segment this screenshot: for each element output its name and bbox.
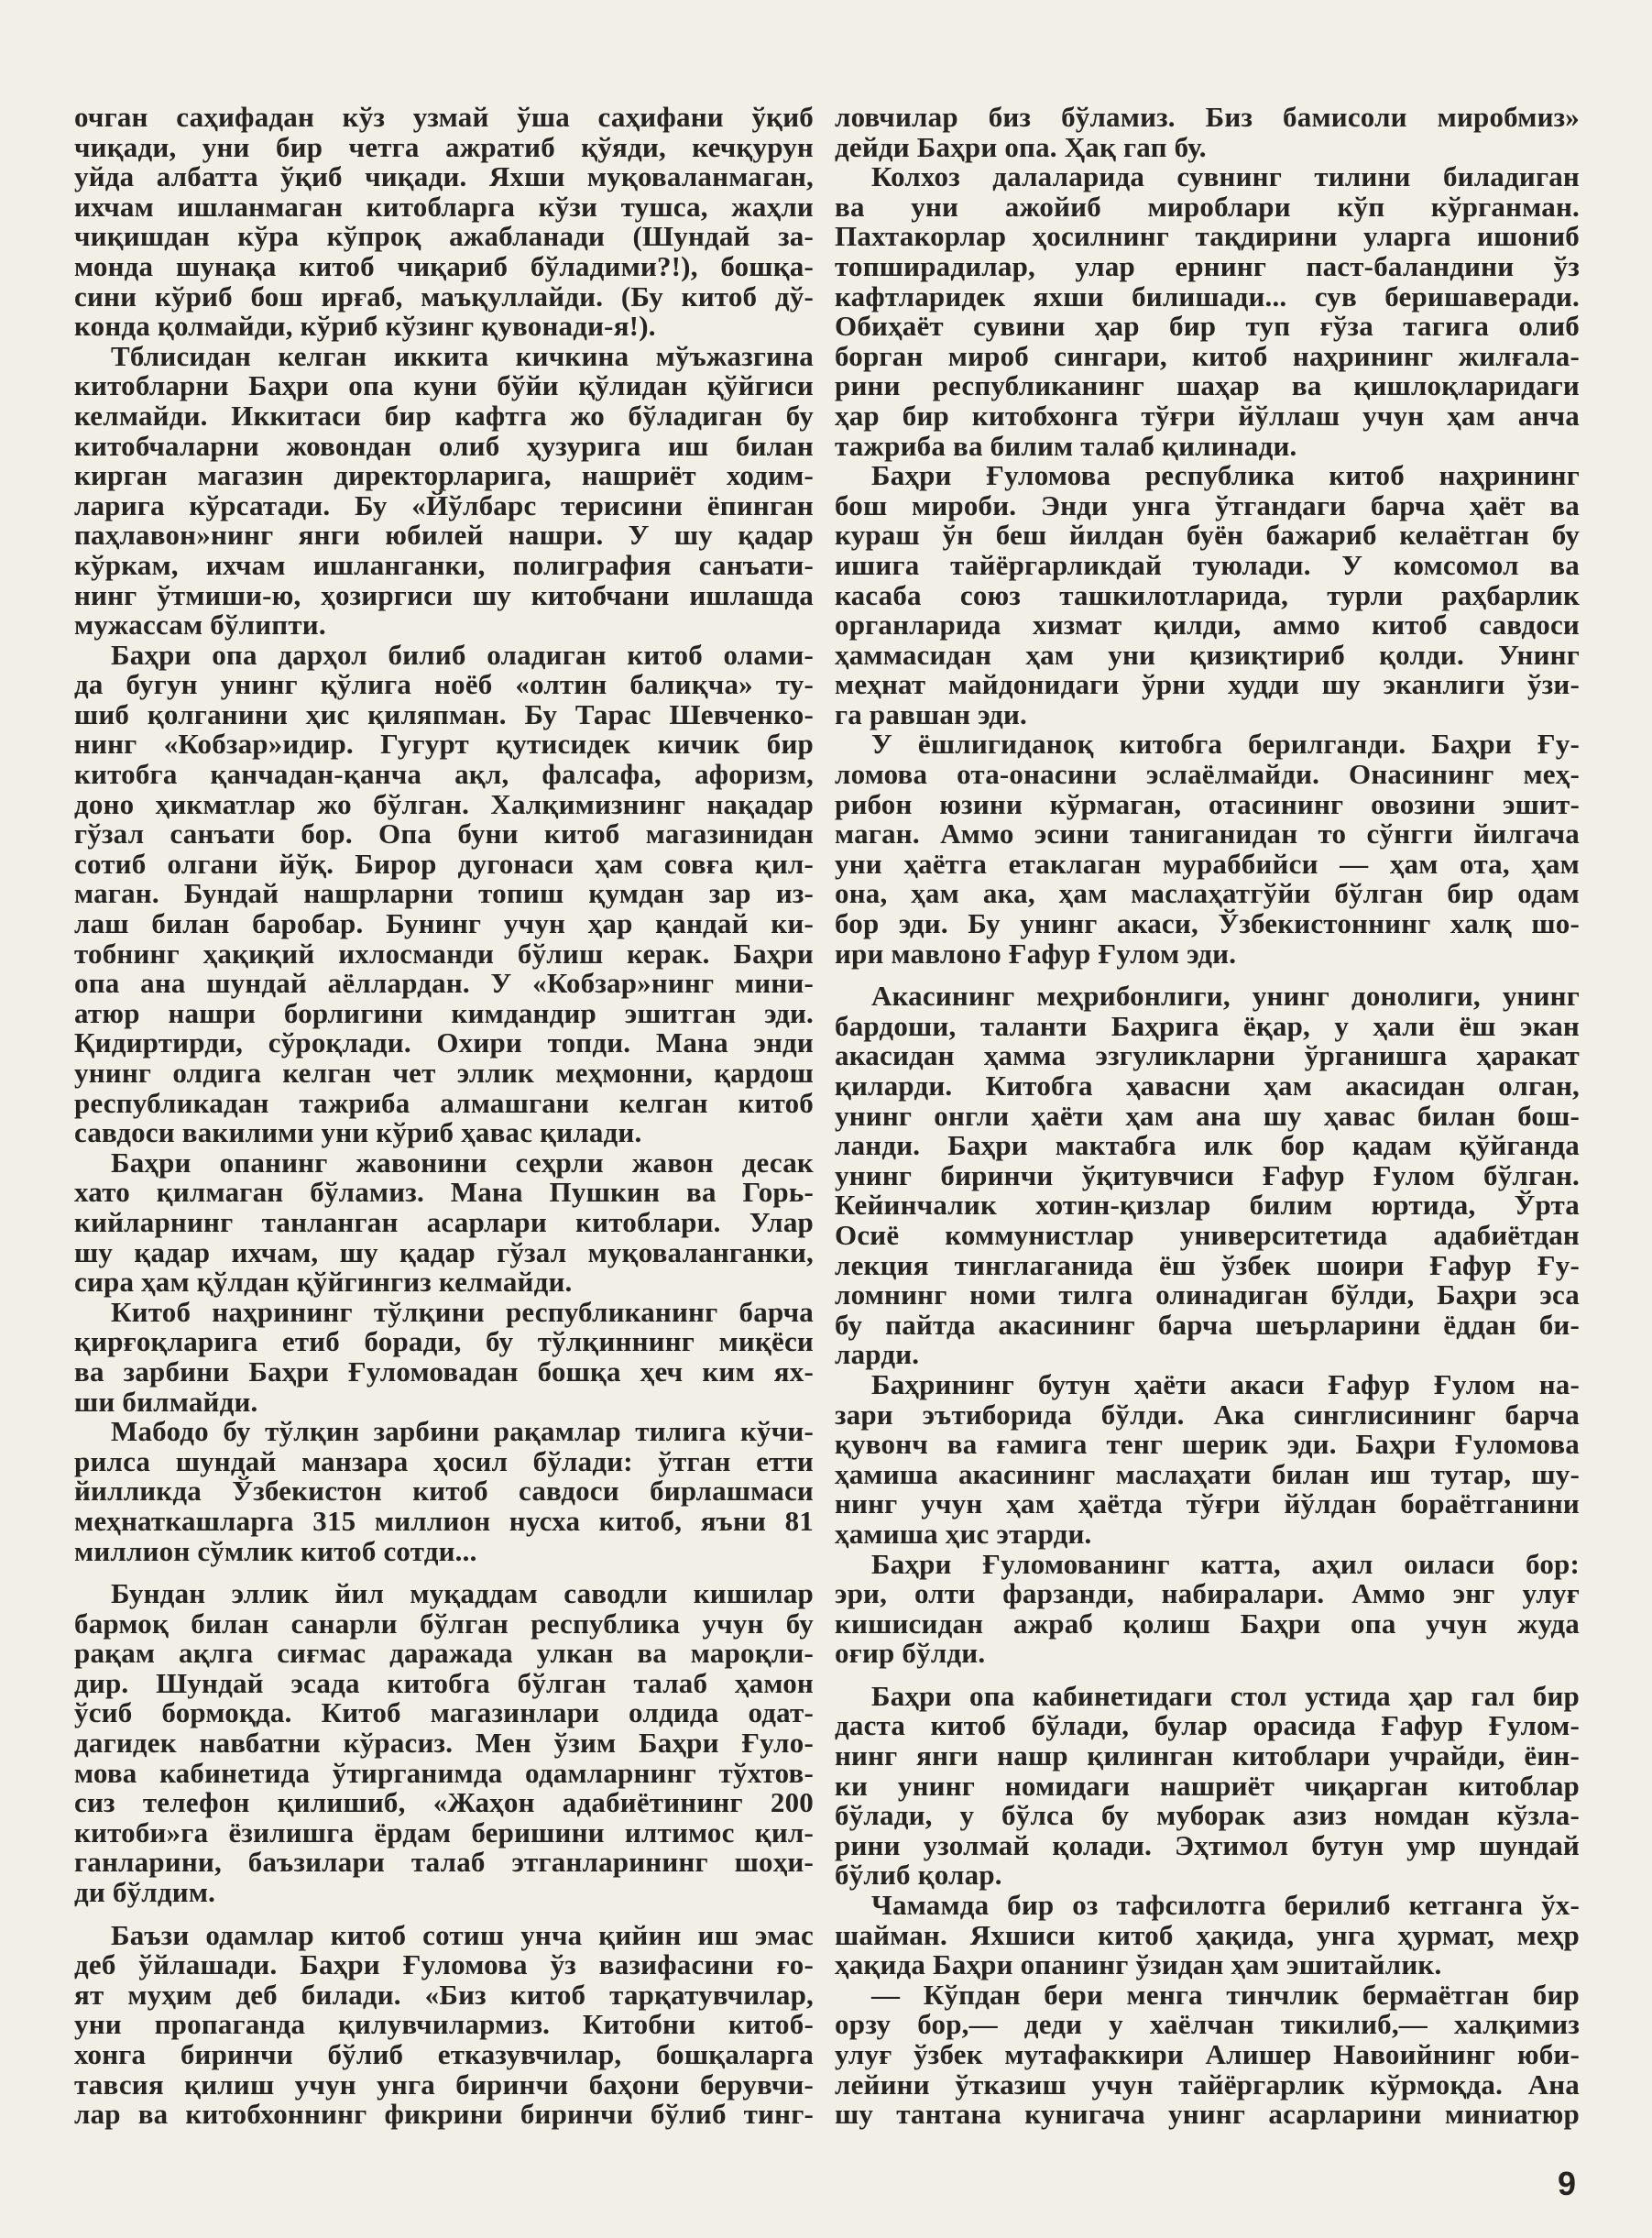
text-line: нинг ўтмиши-ю, ҳозиргиси шу китобчани ишлашда: [74, 578, 814, 611]
text-line: Баҳри опанинг жавонини сеҳрли жавон десак: [111, 1146, 814, 1179]
text-line: Акасининг меҳрибонлиги, унинг донолиги, унинг: [871, 980, 1580, 1013]
text-line: Тблисидан келган иккита кичкина мўъжазгина: [111, 339, 814, 372]
text-line: тажриба ва билим талаб қилинади.: [835, 429, 1297, 462]
text-line: даста китоб бўлади, булар орасида Ғафур Ғулом-: [835, 1709, 1580, 1742]
text-line: уни ҳаётга етаклаган мураббийси — ҳам ота, ҳам: [835, 847, 1580, 880]
text-line: ҳақида Баҳри опанинг ўзидан ҳам эшитайлик.: [835, 1948, 1442, 1981]
text-line: У ёшлигиданоқ китобга берилганди. Баҳри Ғу-: [871, 728, 1580, 761]
text-line: чиқади, уни бир четга ажратиб қўяди, кечқурун: [74, 130, 814, 163]
text-line: — Кўпдан бери менга тинчлик бермаётган бир: [871, 1978, 1580, 2011]
text-line: ловчилар биз бўламиз. Биз бамисоли миробмиз»: [835, 101, 1580, 133]
text-line: улуғ ўзбек мутафаккири Алишер Навоийнинг юби-: [835, 2038, 1580, 2070]
text-line: кўркам, ихчам ишланганки, полиграфия санъати-: [74, 548, 814, 581]
paragraph: [74, 1417, 814, 1566]
paragraph: [835, 162, 1580, 461]
paragraph: [835, 103, 1580, 162]
text-line: га равшан эди.: [835, 697, 1027, 730]
text-line: унинг олдига келган чет эллик меҳмонни, қардош: [74, 1057, 814, 1089]
text-line: Колхоз далаларида сувнинг тилини биладиган: [871, 160, 1580, 193]
text-line: сира ҳам қўлдан қўйгингиз келмайди.: [74, 1266, 573, 1299]
text-line: қиларди. Китобга ҳавасни ҳам акасидан олган,: [835, 1070, 1580, 1102]
text-line: борган мироб сингари, китоб наҳрининг жилғала-: [835, 339, 1580, 372]
text-line: акасидан ҳамма эзгуликларни ўрганишга ҳаракат: [835, 1039, 1580, 1072]
text-line: шиб қолганини ҳис қиляпман. Бу Тарас Шевченко-: [74, 697, 814, 730]
text-line: бу пайтда акасининг барча шеърларини ёддан би-: [835, 1308, 1580, 1341]
text-line: Чамамда бир оз тафсилотга берилиб кетганга ўх-: [871, 1889, 1580, 1922]
text-line: доно ҳикматлар жо бўлган. Халқимизнинг нақадар: [74, 787, 814, 820]
text-line: бор эди. Бу унинг акаси, Ўзбекистоннинг халқ шо-: [835, 907, 1580, 940]
text-line: паҳлавон»нинг янги юбилей нашри. У шу қадар: [74, 519, 814, 552]
text-line: дир. Шундай эсада китобга бўлган талаб ҳамон: [74, 1666, 814, 1699]
text-line: хонга биринчи бўлиб етказувчилар, бошқаларга: [74, 2038, 814, 2070]
text-line: унинг онгли ҳаёти ҳам ана шу ҳавас билан бош-: [835, 1099, 1580, 1132]
text-line: лейини ўтказиш учун тайёргарлик кўрмоқда. Ана: [835, 2068, 1580, 2101]
text-line: унинг биринчи ўқитувчиси Ғафур Ғулом бўлган.: [835, 1158, 1580, 1191]
text-line: қувонч ва ғамига тенг шерик эди. Баҳри Ғуломова: [835, 1428, 1580, 1461]
text-line: Кейинчалик хотин-қизлар билим юртида, Ўрта: [835, 1189, 1580, 1222]
text-line: савдоси вакилими уни кўриб ҳавас қилади.: [74, 1116, 642, 1149]
text-line: бардоши, таланти Баҳрига ёқар, у ҳали ёш экан: [835, 1009, 1580, 1042]
text-line: монда шунақа китоб чиқариб бўладими?!), бошқа-: [74, 249, 814, 282]
paragraph: [835, 1547, 1580, 1670]
text-line: гўзал санъати бор. Опа буни китоб магазинидан: [74, 817, 814, 850]
paragraph: [74, 1918, 814, 2131]
text-line: нинг учун ҳам ҳаётда тўғри йўлдан бораётганини: [835, 1487, 1580, 1520]
paragraph: [74, 339, 814, 642]
text-line: ломова ота-онасини эслаёлмайди. Онасининг меҳ-: [835, 758, 1580, 791]
text-line: маган. Аммо эсини таниганидан то сўнгги йилгача: [835, 817, 1580, 850]
paragraph: [74, 638, 814, 1149]
text-line: конда қолмайди, кўриб кўзинг қувонади-я!).: [74, 310, 656, 343]
text-line: ва зарбини Баҳри Ғуломовадан бошқа ҳеч ким ях-: [74, 1355, 814, 1388]
text-line: бош мироби. Энди унга ўтгандаги барча ҳаёт ва: [835, 488, 1580, 521]
text-line: шайман. Яхшиси китоб ҳақида, унга ҳурмат, меҳр: [835, 1918, 1580, 1951]
text-line: Обиҳаёт сувини ҳар бир туп ғўза тагига олиб: [835, 310, 1580, 343]
text-line: нинг янги нашр қилинган китоблари учрайди, ёин-: [835, 1739, 1580, 1772]
paragraph: [835, 1367, 1580, 1550]
text-line: республикадан тажриба алмашгани келган китоб: [74, 1086, 814, 1119]
text-line: ланди. Баҳри мактабга илк бор қадам қўйганда: [835, 1129, 1580, 1162]
text-line: Баҳри опа дарҳол билиб оладиган китоб олами-: [111, 638, 814, 671]
text-line: ди бўлдим.: [74, 1876, 216, 1909]
text-line: Қидиртирди, сўроқлади. Охири топди. Мана энди: [74, 1026, 814, 1059]
text-line: рини республиканинг шаҳар ва қишлоқларидаги: [835, 369, 1580, 402]
paragraph: [74, 1295, 814, 1418]
text-line: ганларини, баъзилари талаб этганларининг шоҳи-: [74, 1846, 814, 1879]
paragraph: [74, 103, 814, 342]
text-line: китобга қанчадан-қанча ақл, фалсафа, афоризм,: [74, 758, 814, 791]
text-line: ят муҳим деб билади. «Биз китоб тарқатувчилар,: [74, 1978, 814, 2011]
text-line: мова кабинетида ўтирганимда одамларнинг тўхтов-: [74, 1756, 814, 1789]
text-line: ўсиб бормоқда. Китоб магазинлари олдида одат-: [74, 1696, 814, 1729]
text-line: келмайди. Иккитаси бир кафтга жо бўладиган бу: [74, 399, 814, 432]
page-number: 9: [1558, 2165, 1577, 2202]
text-line: кураш ўн беш йилдан буён бажариб келаётган бу: [835, 519, 1580, 552]
text-line: маган. Бундай нашрларни топиш қумдан зар из-: [74, 877, 814, 910]
text-line: бўлиб қолар.: [835, 1859, 1002, 1892]
paragraph: [835, 461, 1580, 730]
paragraph: [835, 1891, 1580, 1980]
text-line: рилса шундай манзара ҳосил бўлади: ўтган етти: [74, 1444, 814, 1477]
paragraph: [835, 730, 1580, 969]
text-line: лаш билан баробар. Бунинг учун ҳар қандай ки-: [74, 907, 814, 940]
text-line: очган саҳифадан кўз узмай ўша саҳифани ўқиб: [74, 101, 814, 133]
text-line: кишисидан ажраб қолиш Баҳри опа учун жуда: [835, 1607, 1580, 1640]
text-line: тобнинг ҳақиқий ихлосманди бўлиш керак. Баҳри: [74, 937, 814, 970]
text-line: дейди Баҳри опа. Ҳақ гап бу.: [835, 130, 1207, 163]
text-line: лар ва китобхоннинг фикрини биринчи бўлиб тинг-: [74, 2098, 814, 2131]
text-line: тавсия қилиш учун унга биринчи баҳони берувчи-: [74, 2068, 814, 2101]
text-line: сотиб олгани йўқ. Бирор дугонаси ҳам совға қил-: [74, 847, 814, 880]
text-line: ири мавлоно Ғафур Ғулом эди.: [835, 937, 1237, 970]
text-line: орзу бор,— деди у хаёлчан тикилиб,— халқимиз: [835, 2008, 1580, 2041]
text-line: кирган магазин директорларига, нашриёт ходим-: [74, 459, 814, 492]
text-line: бармоқ билан санарли бўлган республика учун бу: [74, 1607, 814, 1640]
text-line: сиз телефон қилишиб, «Жаҳон адабиётининг 200: [74, 1786, 814, 1819]
text-line: меҳнат майдонидаги ўрни худди шу эканлиги ўзи-: [835, 668, 1580, 701]
text-line: касаба союз ташкилотларида, турли раҳбарлик: [835, 578, 1580, 611]
text-line: ломнинг номи тилга олинадиган бўлди, Баҳри эса: [835, 1278, 1580, 1311]
text-line: Баҳрининг бутун ҳаёти акаси Ғафур Ғулом на-: [871, 1367, 1580, 1400]
text-line: чиқишдан кўра кўпроқ ажабланади (Шундай за-: [74, 220, 814, 253]
text-line: Баҳри Ғуломованинг катта, аҳил оиласи бор:: [871, 1547, 1580, 1580]
text-line: Баъзи одамлар китоб сотиш унча қийин иш эмас: [111, 1918, 814, 1951]
text-line: уйда албатта ўқиб чиқади. Яхши муқоваланмаган,: [74, 160, 814, 193]
text-line: дагидек навбатни кўрасиз. Мен ўзим Баҳри Ғуло-: [74, 1727, 814, 1760]
text-line: китоби»га ёзилишга ёрдам беришини илтимос қил-: [74, 1816, 814, 1849]
paragraph: [835, 982, 1580, 1370]
text-line: китобларни Баҳри опа куни бўйи қўлидан қўйгиси: [74, 369, 814, 402]
text-line: хато қилмаган бўламиз. Мана Пушкин ва Горь-: [74, 1176, 814, 1209]
text-line: миллион сўмлик китоб сотди...: [74, 1534, 477, 1567]
text-line: ҳамиша акасининг маслаҳати билан иш тутар, шу-: [835, 1457, 1580, 1490]
text-line: рибон юзини кўрмаган, отасининг овозини эшит-: [835, 787, 1580, 820]
text-line: опа ана шундай аёллардан. У «Кобзар»нинг мини-: [74, 967, 814, 1000]
paragraph: [835, 1980, 1580, 2130]
right-text-column: [835, 103, 1580, 2130]
text-line: кафтларидек яхши билишади... сув беришаверади.: [835, 280, 1580, 313]
text-line: органларида хизмат қилди, аммо китоб савдоси: [835, 609, 1580, 642]
text-line: она, ҳам ака, ҳам маслаҳатгўйи бўлган бир одам: [835, 877, 1580, 910]
text-line: да бугун унинг қўлига ноёб «олтин балиқча» ту-: [74, 668, 814, 701]
text-line: ҳамиша ҳис этарди.: [835, 1517, 1092, 1550]
text-line: Осиё коммунистлар университетида адабиётдан: [835, 1218, 1580, 1251]
text-line: сини кўриб бош ирғаб, маъқуллайди. (Бу китоб дў-: [74, 280, 814, 313]
text-line: рақам ақлга сиғмас даражада улкан ва мароқли-: [74, 1637, 814, 1670]
text-line: ишига тайёргарликдай туюлади. У комсомол ва: [835, 548, 1580, 581]
text-line: шу тантана кунигача унинг асарларини миниатюр: [835, 2098, 1580, 2131]
text-line: ки унинг номидаги нашриёт чиқарган китоблар: [835, 1769, 1580, 1802]
text-line: ларига кўрсатади. Бу «Йўлбарс терисини ёпинган: [74, 488, 814, 521]
paragraph: [74, 1148, 814, 1298]
text-line: атюр нашри борлигини кимдандир эшитган эди.: [74, 996, 814, 1029]
text-line: ҳар бир китобхонга тўғри йўллаш учун ҳам анча: [835, 399, 1580, 432]
text-line: Бундан эллик йил муқаддам саводли кишилар: [111, 1577, 814, 1610]
text-line: лекция тинглаганида ёш ўзбек шоири Ғафур Ғу-: [835, 1248, 1580, 1281]
text-line: зари эътиборида бўлди. Ака синглисининг барча: [835, 1398, 1580, 1431]
text-line: ши билмайди.: [74, 1385, 258, 1418]
text-line: рини узолмай қолади. Эҳтимол бутун умр шундай: [835, 1828, 1580, 1861]
text-line: Мабодо бу тўлқин зарбини рақамлар тилига кўчи-: [111, 1415, 814, 1448]
paragraph: [74, 1579, 814, 1908]
text-line: мужассам бўлипти.: [74, 609, 326, 642]
text-line: бўлади, у бўлса бу муборак азиз номдан кўзла-: [835, 1799, 1580, 1832]
text-line: Китоб наҳрининг тўлқини республиканинг барча: [111, 1295, 814, 1328]
text-line: топширадилар, улар ернинг паст-баландини ўз: [835, 249, 1580, 282]
text-line: китобчаларни жовондан олиб ҳузурига иш билан: [74, 429, 814, 462]
text-line: эри, олти фарзанди, набиралари. Аммо энг улуғ: [835, 1577, 1580, 1610]
text-line: деб ўйлашади. Баҳри Ғуломова ўз вазифасини ғо-: [74, 1948, 814, 1981]
text-line: оғир бўлди.: [835, 1637, 986, 1670]
text-line: ларди.: [835, 1338, 920, 1371]
text-line: ҳаммасидан ҳам уни қизиқтириб қолди. Унинг: [835, 638, 1580, 671]
text-line: уни пропаганда қилувчилармиз. Китобни китоб-: [74, 2008, 814, 2041]
text-line: Баҳри опа кабинетидаги стол устида ҳар гал бир: [871, 1679, 1580, 1712]
text-line: Баҳри Ғуломова республика китоб наҳрининг: [871, 459, 1580, 492]
text-line: йилликда Ўзбекистон китоб савдоси бирлашмаси: [74, 1475, 814, 1508]
text-line: ва уни ажойиб мироблари кўп кўрганман.: [835, 190, 1580, 223]
left-text-column: [74, 103, 814, 2130]
text-line: шу қадар ихчам, шу қадар гўзал муқоваланганки,: [74, 1235, 814, 1268]
text-line: ихчам ишланмаган китобларга кўзи тушса, жаҳли: [74, 190, 814, 223]
paragraph: [835, 1679, 1580, 1892]
text-line: кийларнинг танланган асарлари китоблари. Улар: [74, 1205, 814, 1238]
text-line: меҳнаткашларга 315 миллион нусха китоб, яъни 81: [74, 1504, 814, 1537]
text-line: нинг «Кобзар»идир. Гугурт қутисидек кичик бир: [74, 728, 814, 761]
text-line: Пахтакорлар ҳосилнинг тақдирини уларга ишониб: [835, 220, 1580, 253]
text-line: қирғоқларига етиб боради, бу тўлқиннинг миқёси: [74, 1325, 814, 1358]
